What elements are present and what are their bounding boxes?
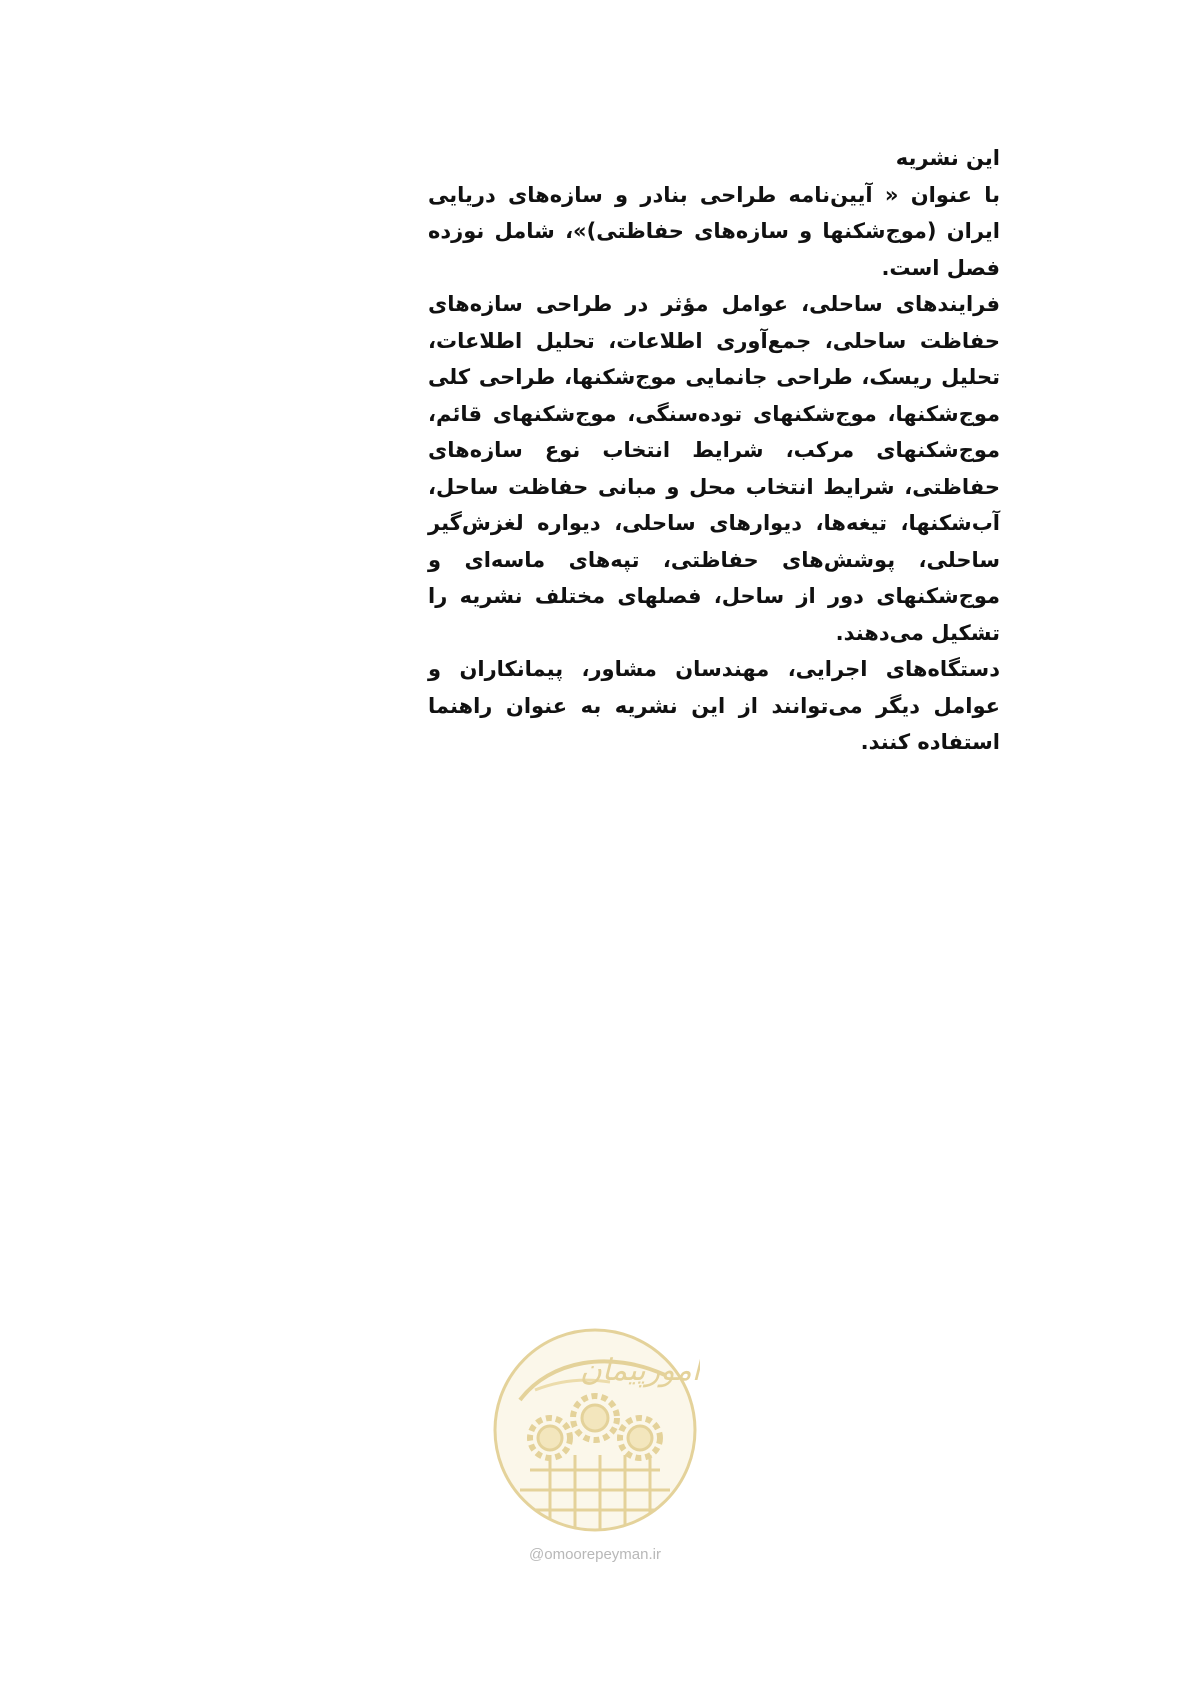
audience-paragraph: دستگاه‌های اجرایی، مهندسان مشاور، پیمانکاران و عوامل دیگر می‌توانند از این نشریه به عنوان راهنما استفاده کنند. [428, 657, 1000, 754]
watermark-url: @omoorepeyman.ir [529, 1546, 661, 1563]
chapters-paragraph: فرایندهای ساحلی، عوامل مؤثر در طراحی سازه‌های حفاظت ساحلی، جمع‌آوری اطلاعات، تحلیل اطلاعات، تحلیل ریسک، طراحی جانمایی موج‌شکنها، طراحی کلی موج‌شکنها، موج‌شکنهای توده‌سنگی، موج‌شکنهای قائم، موج‌شکنهای مرکب، شرایط انتخاب نوع سازه‌های حفاظتی، شرایط انتخاب محل و مبانی حفاظت ساحل، آب‌شکنها، تیغه‌ها، دیوارهای ساحلی، دیواره لغزش‌گیر ساحلی، پوشش‌های حفاظتی، تپه‌های ماسه‌ای و موج‌شکنهای دور از ساحل، فصلهای مختلف نشریه را تشکیل می‌دهند. [428, 292, 1000, 645]
intro-heading: این نشریه [895, 146, 1000, 170]
publication-description [428, 140, 1000, 761]
logo-emblem-icon [490, 1320, 700, 1545]
title-paragraph: با عنوان « آیین‌نامه طراحی بنادر و سازه‌های دریایی ایران (موج‌شکنها و سازه‌های حفاظتی)»، شامل نوزده فصل است. [428, 182, 1000, 280]
watermark-logo [490, 1320, 700, 1563]
logo-text: امورپیمان [579, 1353, 700, 1388]
